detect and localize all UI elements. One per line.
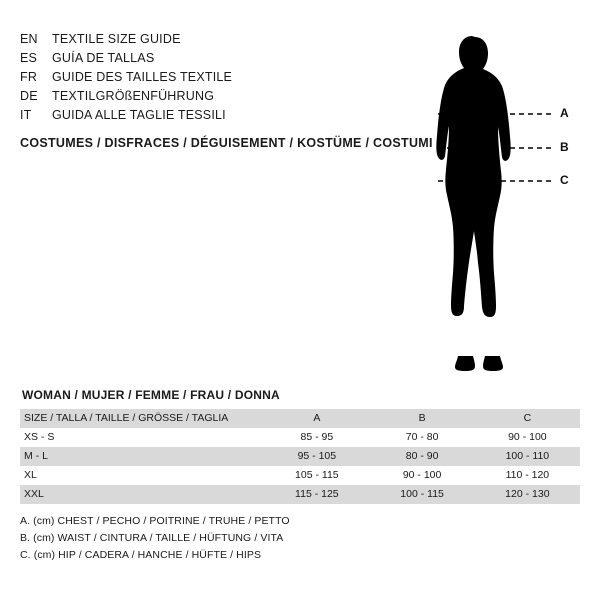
language-code: DE xyxy=(20,89,38,103)
size-table-body xyxy=(20,428,580,504)
cell-a: 95 - 105 xyxy=(264,447,369,466)
language-row xyxy=(20,87,380,106)
cell-b: 70 - 80 xyxy=(405,431,439,443)
legend-line-a: A. (cm) CHEST / PECHO / POITRINE / TRUHE / PETTO xyxy=(20,515,290,527)
cell-a: 85 - 95 xyxy=(300,431,334,443)
language-code: IT xyxy=(20,108,32,122)
language-text: GUIDA ALLE TAGLIE TESSILI xyxy=(52,108,226,122)
size-table xyxy=(20,409,580,504)
cell-size: XS - S xyxy=(24,431,55,443)
language-text: TEXTILE SIZE GUIDE xyxy=(52,32,181,46)
cell-c: 90 - 100 xyxy=(508,431,547,443)
language-text: GUIDE DES TAILLES TEXTILE xyxy=(52,70,233,84)
cell-a: 115 - 125 xyxy=(264,485,369,504)
silhouette-svg xyxy=(400,18,590,378)
cell-a: 105 - 115 xyxy=(295,469,339,481)
language-row xyxy=(20,30,380,49)
silhouette-body xyxy=(436,36,510,371)
cell-c: 120 - 130 xyxy=(475,485,580,504)
legend-line-b: B. (cm) WAIST / CINTURA / TAILLE / HÜFTUNG / VITA xyxy=(20,532,284,544)
table-row xyxy=(20,466,580,485)
language-code: FR xyxy=(20,70,38,84)
column-header-size: SIZE / TALLA / TAILLE / GRÖSSE / TAGLIA xyxy=(20,409,264,428)
size-table-block xyxy=(20,388,580,504)
size-table-head xyxy=(20,409,580,428)
cell-c: 110 - 120 xyxy=(505,469,550,481)
cell-b: 90 - 100 xyxy=(402,469,442,481)
costumes-subtitle: COSTUMES / DISFRACES / DÉGUISEMENT / KOSTÜME / COSTUMI xyxy=(20,136,433,150)
cell-size: M - L xyxy=(20,447,264,466)
table-row xyxy=(20,485,580,504)
legend-line-c: C. (cm) HIP / CADERA / HANCHE / HÜFTE / HIPS xyxy=(20,549,262,561)
language-row xyxy=(20,68,380,87)
cell-size: XL xyxy=(24,469,37,481)
language-row xyxy=(20,49,380,68)
cell-b: 80 - 90 xyxy=(369,447,474,466)
female-silhouette-figure xyxy=(400,18,590,378)
cell-c: 100 - 110 xyxy=(475,447,580,466)
measurement-legend xyxy=(20,513,290,564)
marker-label-c: C xyxy=(560,173,569,187)
language-code: ES xyxy=(20,51,38,65)
cell-b: 100 - 115 xyxy=(369,485,474,504)
column-header-c: C xyxy=(475,409,580,428)
table-row xyxy=(20,447,580,466)
language-text: TEXTILGRÖßENFÜHRUNG xyxy=(52,89,215,103)
language-text: GUÍA DE TALLAS xyxy=(52,51,155,65)
cell-size: XXL xyxy=(20,485,264,504)
language-code: EN xyxy=(20,32,38,46)
marker-label-a: A xyxy=(560,106,569,120)
table-row xyxy=(20,428,580,447)
column-header-b: B xyxy=(369,409,474,428)
marker-label-b: B xyxy=(560,140,569,154)
language-list xyxy=(20,30,380,125)
table-header-row xyxy=(20,409,580,428)
column-header-a: A xyxy=(264,409,369,428)
language-row xyxy=(20,106,380,125)
table-section-title: WOMAN / MUJER / FEMME / FRAU / DONNA xyxy=(22,388,280,402)
